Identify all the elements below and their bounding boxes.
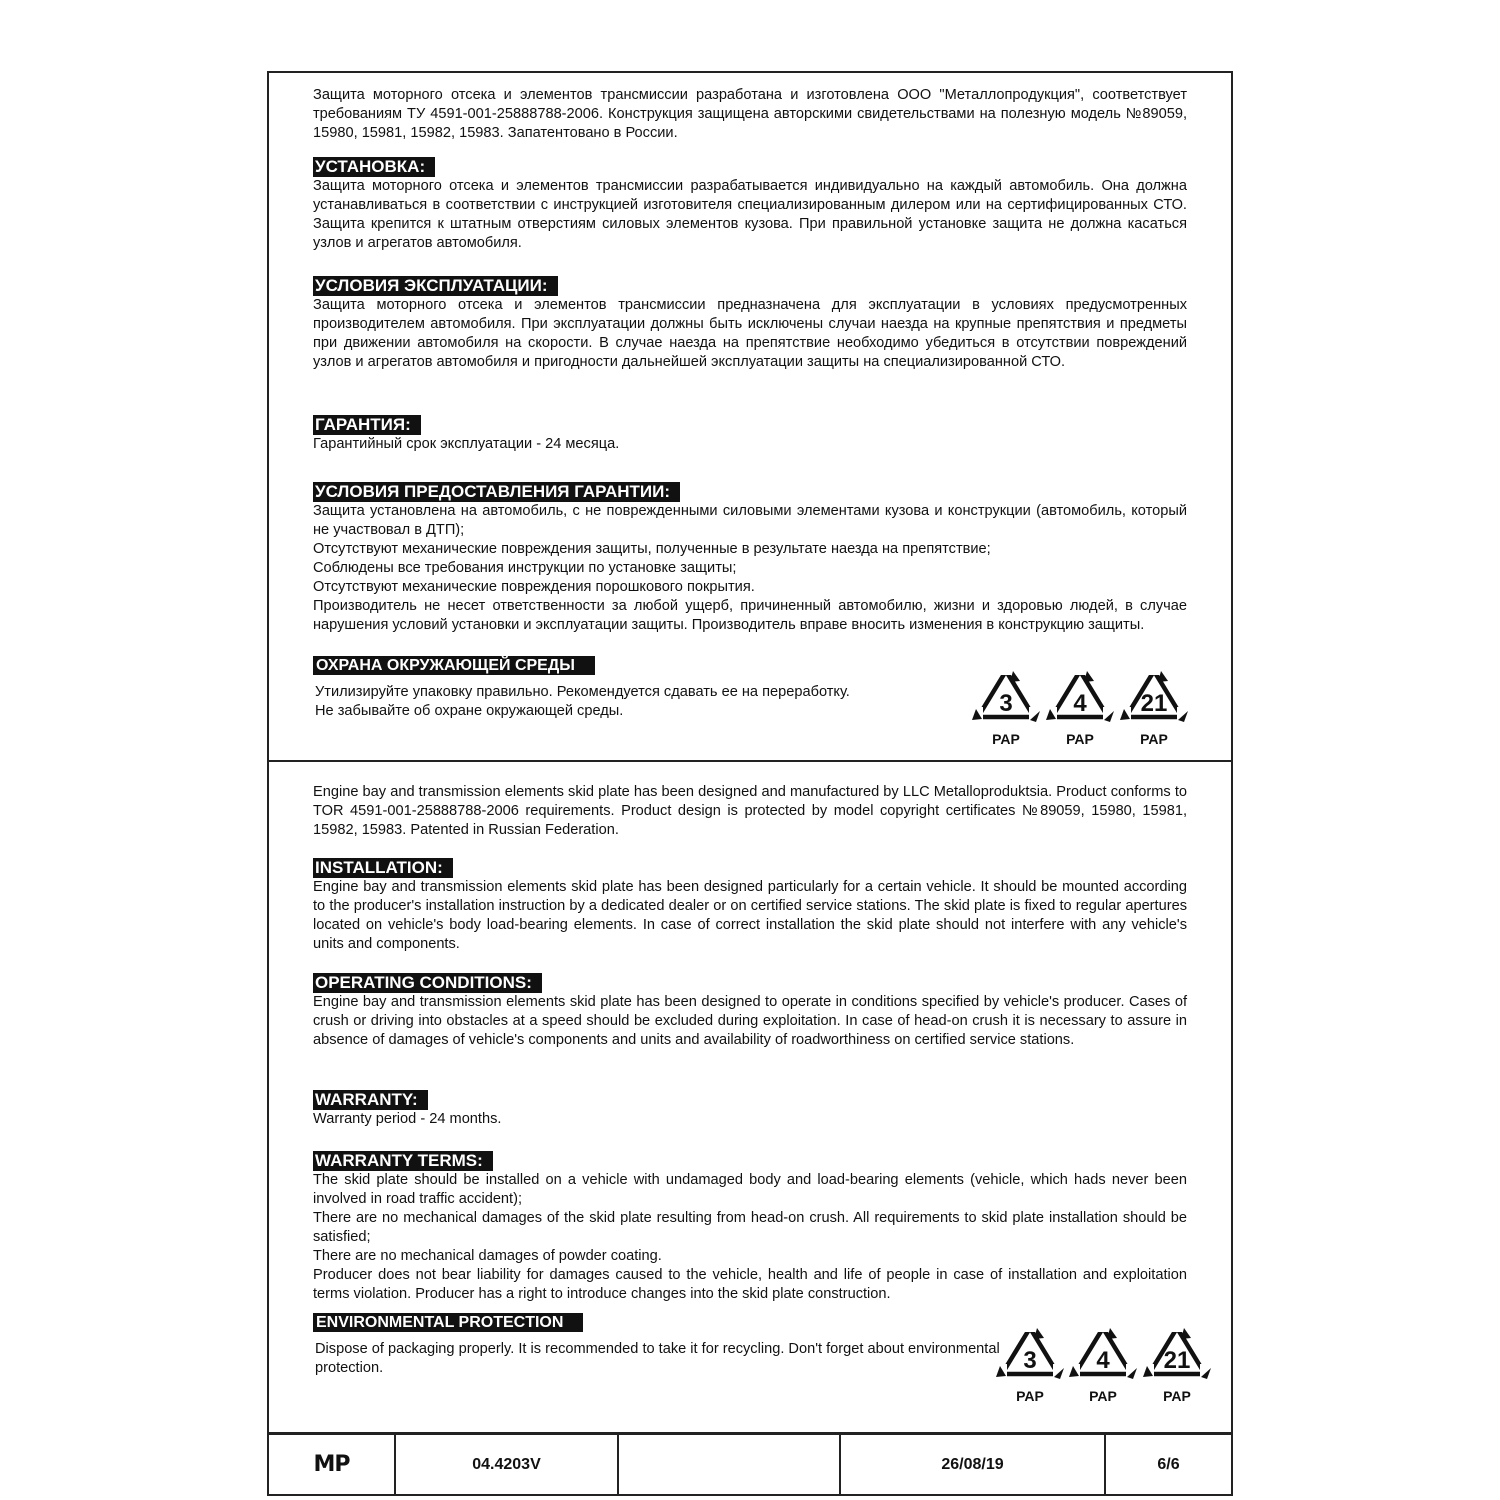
document-date: 26/08/19 xyxy=(841,1435,1106,1494)
en-install-section xyxy=(313,858,1187,954)
ru-warranty-section xyxy=(313,415,1187,454)
recycle-icon xyxy=(1118,665,1190,751)
recycle-icon xyxy=(994,1322,1066,1408)
en-install-text: Engine bay and transmission elements skid plate has been designed particularly for a certain vehicle. It should be mounted according to the producer's installation instruction by a dedicated dealer or on certified service stations. The skid plate is fixed to regular apertures located on vehicle's body load-bearing elements. In case of correct installation the skid plate should not interfere with any vehicle's units and components. xyxy=(313,879,1187,952)
blank-cell xyxy=(619,1435,841,1494)
en-warranty-text: Warranty period - 24 months. xyxy=(313,1111,502,1127)
ru-terms-item: Соблюдены все требования инструкции по установке защиты; xyxy=(313,560,737,576)
en-install-heading: INSTALLATION: xyxy=(313,858,453,878)
ru-operating-text: Защита моторного отсека и элементов трансмиссии предназначена для эксплуатации в условиях предусмотренных производителем автомобиля. При эксплуатации должны быть исключены случаи наезда на крупные препятствия и предметы при движении автомобиля на скорости. В случае наезда на препятствие необходимо убедиться в отсутствии повреждений узлов и агрегатов автомобиля и пригодности дальнейшей эксплуатации защиты на специализированной СТО. xyxy=(313,297,1187,370)
recycle-number: 4 xyxy=(1073,690,1087,717)
recycle-label: PAP xyxy=(1140,731,1168,747)
title-block xyxy=(267,1432,1233,1496)
recycle-label: PAP xyxy=(1066,731,1094,747)
ru-intro-text: Защита моторного отсека и элементов трансмиссии разработана и изготовлена ООО "Металлопродукция", соответствует требованиям ТУ 4591-001-25888788-2006. Конструкция защищена авторскими свидетельствами на полезную модель №89059, 15980, 15981, 15982, 15983. Запатентовано в России. xyxy=(313,87,1187,141)
en-terms-item: There are no mechanical damages of the skid plate resulting from head-on crush. All requirements to skid plate installation should be satisfied; xyxy=(313,1210,1187,1245)
recycle-icon xyxy=(1044,665,1116,751)
ru-terms-item: Отсутствуют механические повреждения защиты, полученные в результате наезда на препятствие; xyxy=(313,541,991,557)
ru-env-text-1: Утилизируйте упаковку правильно. Рекомендуется сдавать ее на переработку. xyxy=(315,684,850,700)
en-terms-item: There are no mechanical damages of powder coating. xyxy=(313,1248,662,1264)
ru-warranty-heading: ГАРАНТИЯ: xyxy=(313,415,421,435)
page-number: 6/6 xyxy=(1157,1455,1180,1473)
en-warranty-heading: WARRANTY: xyxy=(313,1090,428,1110)
ru-intro-section xyxy=(313,86,1187,143)
ru-install-heading: УСТАНОВКА: xyxy=(313,157,435,177)
ru-install-section xyxy=(313,157,1187,253)
recycle-number: 4 xyxy=(1096,1347,1110,1374)
en-env-section xyxy=(313,1313,1003,1378)
ru-terms-heading: УСЛОВИЯ ПРЕДОСТАВЛЕНИЯ ГАРАНТИИ: xyxy=(313,482,680,502)
ru-terms-section xyxy=(313,482,1187,635)
ru-env-text-2: Не забывайте об охране окружающей среды. xyxy=(315,703,624,719)
ru-operating-section xyxy=(313,276,1187,372)
en-intro-section xyxy=(313,783,1187,840)
recycle-label: PAP xyxy=(1016,1388,1044,1404)
ru-env-section xyxy=(313,656,973,721)
en-warranty-section xyxy=(313,1090,1187,1129)
en-env-heading: ENVIRONMENTAL PROTECTION xyxy=(313,1313,583,1332)
recycle-number: 21 xyxy=(1140,690,1168,717)
ru-operating-heading: УСЛОВИЯ ЭКСПЛУАТАЦИИ: xyxy=(313,276,558,296)
en-terms-section xyxy=(313,1151,1187,1304)
language-divider xyxy=(267,760,1233,762)
en-env-text: Dispose of packaging properly. It is recommended to take it for recycling. Don't forget about environmental protection. xyxy=(315,1341,1000,1376)
en-terms-item: Producer does not bear liability for damages caused to the vehicle, health and life of people in case of installation and exploitation terms violation. Producer has a right to introduce changes into the skid plate construction. xyxy=(313,1267,1187,1302)
recycle-label: PAP xyxy=(1163,1388,1191,1404)
company-logo: MP xyxy=(269,1435,396,1494)
ru-install-text: Защита моторного отсека и элементов трансмиссии разрабатывается индивидуально на каждый автомобиль. Она должна устанавливаться в соответствии с инструкцией изготовителя специализированным дилером или на сертифицированных СТО. Защита крепится к штатным отверстиям силовых элементов кузова. При правильной установке защита не должна касаться узлов и агрегатов автомобиля. xyxy=(313,178,1187,251)
en-terms-heading: WARRANTY TERMS: xyxy=(313,1151,493,1171)
recycle-number: 21 xyxy=(1163,1347,1191,1374)
en-operating-heading: OPERATING CONDITIONS: xyxy=(313,973,542,993)
document-code: 04.4203V xyxy=(396,1435,619,1494)
en-terms-item: The skid plate should be installed on a vehicle with undamaged body and load-bearing elements (vehicle, which hads never been involved in road traffic accident); xyxy=(313,1172,1187,1207)
recycle-label: PAP xyxy=(992,731,1020,747)
ru-terms-item: Защита установлена на автомобиль, с не поврежденными силовыми элементами кузова и конструкции (автомобиль, который не участвовал в ДТП); xyxy=(313,503,1187,538)
recycle-number: 3 xyxy=(1023,1347,1037,1374)
recycle-icon xyxy=(1141,1322,1213,1408)
ru-terms-item: Производитель не несет ответственности за любой ущерб, причиненный автомобилю, жизни и здоровью людей, в случае нарушения условий установки и эксплуатации защиты. Производитель вправе вносить изменения в конструкцию защиты. xyxy=(313,598,1187,633)
ru-warranty-text: Гарантийный срок эксплуатации - 24 месяца. xyxy=(313,436,620,452)
recycle-icon xyxy=(970,665,1042,751)
en-operating-section xyxy=(313,973,1187,1050)
en-intro-text: Engine bay and transmission elements skid plate has been designed and manufactured by LLC Metalloproduktsia. Product conforms to TOR 4591-001-25888788-2006 requirements. Product design is protected by model copyright certificates №89059, 15980, 15981, 15982, 15983. Patented in Russian Federation. xyxy=(313,784,1187,838)
en-operating-text: Engine bay and transmission elements skid plate has been designed to operate in conditions specified by vehicle's producer. Cases of crush or driving into obstacles at a speed should be excluded during exploitation. In case of head-on crush it is necessary to assure in absence of damages of vehicle's components and units and availability of roadworthiness on certified service stations. xyxy=(313,994,1187,1048)
ru-terms-item: Отсутствуют механические повреждения порошкового покрытия. xyxy=(313,579,755,595)
recycle-number: 3 xyxy=(999,690,1013,717)
recycle-icon xyxy=(1067,1322,1139,1408)
recycle-label: PAP xyxy=(1089,1388,1117,1404)
ru-env-heading: ОХРАНА ОКРУЖАЮЩЕЙ СРЕДЫ xyxy=(313,656,595,675)
